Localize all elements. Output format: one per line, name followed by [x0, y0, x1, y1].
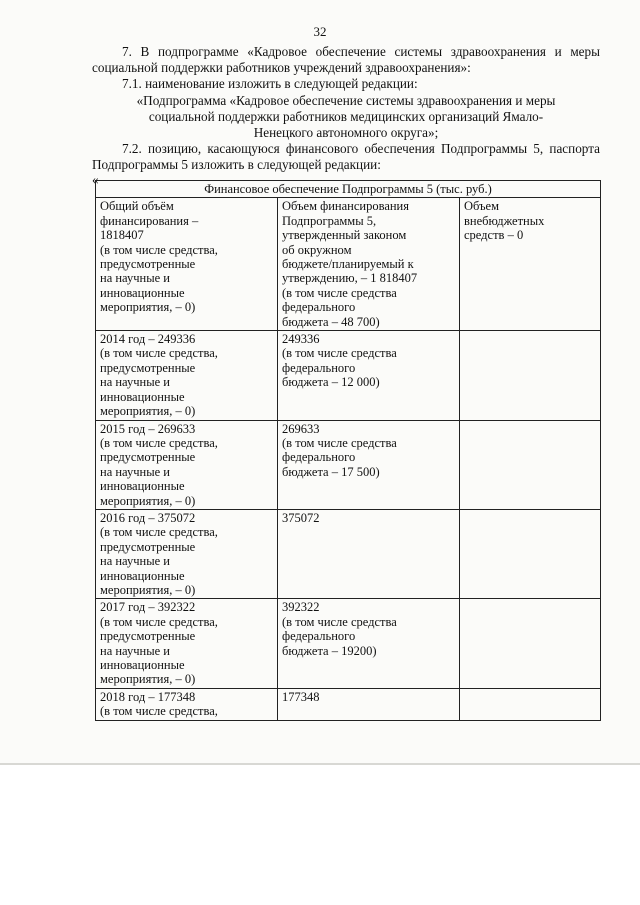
table-row	[96, 331, 601, 420]
year-budget-cell: 392322 (в том числе средства федерального бюджета – 19200)	[278, 599, 460, 688]
year-budget-cell: 375072	[278, 509, 460, 598]
paragraph-7-1: 7.1. наименование изложить в следующей редакции:	[122, 76, 418, 91]
table-row	[96, 688, 601, 720]
budget-financing-cell: Объем финансирования Подпрограммы 5, утвержденный законом об окружном бюджете/планируемый к утверждению, – 1 818407 (в том числе средства федерального бюджета – 48 700)	[278, 198, 460, 331]
table-row	[96, 420, 601, 509]
year-extrabudget-cell	[460, 509, 601, 598]
year-extrabudget-cell	[460, 599, 601, 688]
year-total-cell: 2017 год – 392322 (в том числе средства, предусмотренные на научные и инновационные мероприятия, – 0)	[96, 599, 278, 688]
year-total-cell: 2015 год – 269633 (в том числе средства, предусмотренные на научные и инновационные мероприятия, – 0)	[96, 420, 278, 509]
extrabudgetary-cell: Объем внебюджетных средств – 0	[460, 198, 601, 331]
year-budget-cell: 177348	[278, 688, 460, 720]
page-number: 32	[313, 24, 327, 39]
paragraph-7: 7. В подпрограмме «Кадровое обеспечение системы здравоохранения и меры социальной поддержки работников учреждений здравоохранения»:	[92, 44, 600, 75]
total-financing-cell: Общий объём финансирования – 1818407 (в том числе средства, предусмотренные на научные и инновационные мероприятия, – 0)	[96, 198, 278, 331]
opening-quote: «	[92, 172, 99, 187]
year-extrabudget-cell	[460, 420, 601, 509]
year-total-cell: 2016 год – 375072 (в том числе средства, предусмотренные на научные и инновационные мероприятия, – 0)	[96, 509, 278, 598]
year-budget-cell: 269633 (в том числе средства федерального бюджета – 17 500)	[278, 420, 460, 509]
page-edge	[0, 763, 640, 765]
table-header-row	[96, 198, 601, 331]
year-total-cell: 2018 год – 177348 (в том числе средства,	[96, 688, 278, 720]
financing-table	[95, 180, 601, 721]
year-extrabudget-cell	[460, 331, 601, 420]
subprogram-name-quote: «Подпрограмма «Кадровое обеспечение системы здравоохранения и меры социальной поддержки работников медицинских организаций Ямало-Ненецкого автономного округа»;	[136, 93, 556, 140]
table-row	[96, 599, 601, 688]
year-extrabudget-cell	[460, 688, 601, 720]
year-budget-cell: 249336 (в том числе средства федерального бюджета – 12 000)	[278, 331, 460, 420]
year-total-cell: 2014 год – 249336 (в том числе средства, предусмотренные на научные и инновационные мероприятия, – 0)	[96, 331, 278, 420]
table-title: Финансовое обеспечение Подпрограммы 5 (тыс. руб.)	[96, 181, 601, 198]
paragraph-7-2: 7.2. позицию, касающуюся финансового обеспечения Подпрограммы 5, паспорта Подпрограммы 5 изложить в следующей редакции:	[92, 141, 600, 172]
table-row	[96, 509, 601, 598]
